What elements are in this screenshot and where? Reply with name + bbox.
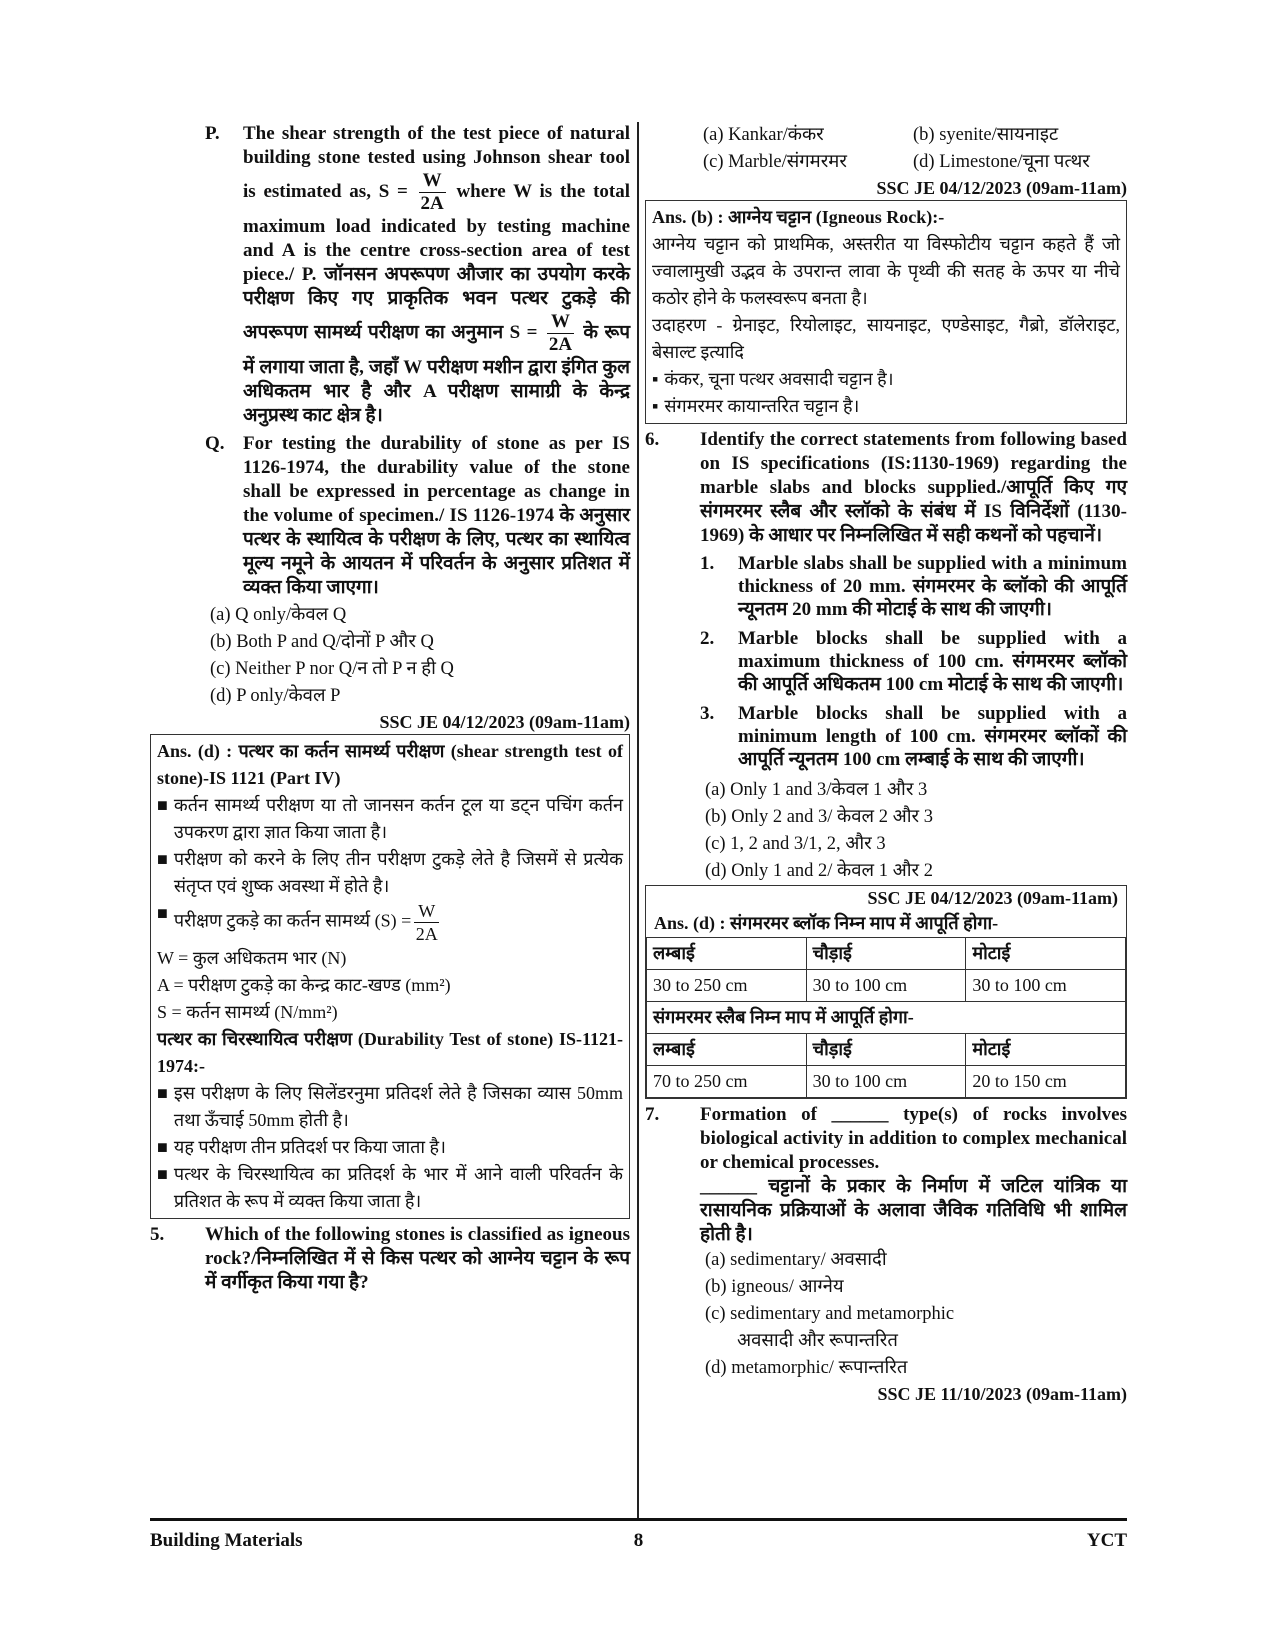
fraction-w-2a-hi: $\frac{W}{2A}$ [548, 311, 573, 355]
question-number: 6. [645, 429, 660, 450]
exam-reference: SSC JE 04/12/2023 (09am-11am) [379, 712, 630, 732]
option-b[interactable]: (b) igneous/ आग्नेय [705, 1277, 844, 1297]
statement-q-label: Q. [205, 433, 225, 454]
right-column [645, 122, 1127, 1406]
statement-p [150, 122, 630, 428]
option-c[interactable]: (c) Neither P nor Q/न तो P न ही Q [210, 659, 454, 679]
answer-box-q6 [645, 885, 1127, 1099]
statement-q [150, 432, 630, 600]
page-number: 8 [633, 1530, 644, 1551]
answer-bullet: ▪ संगमरमर कायान्तरित चट्टान है। [652, 396, 860, 416]
legend-s: S = कर्तन सामर्थ्य (N/mm²) [157, 1002, 338, 1022]
option-c[interactable]: (c) 1, 2 and 3/1, 2, और 3 [705, 834, 886, 854]
statement-2: 2. Marble blocks shall be supplied with a maximum thickness of 100 cm. संगमरमर ब्लॉको की आपूर्ति अधिकतम 100 cm मोटाई के साथ की जाएगी। [700, 628, 1127, 695]
answer-bullet: ■ कर्तन सामर्थ्य परीक्षण या तो जानसन कर्तन टूल या डट्न पचिंग कर्तन उपकरण द्वारा ज्ञात किया जाता है। [157, 795, 623, 842]
statement-3: 3. Marble blocks shall be supplied with a minimum length of 100 cm. संगमरमर ब्लॉकों की आपूर्ति न्यूनतम 100 cm लम्बाई के साथ की जाएगी। [700, 703, 1127, 770]
fraction-w-2a: $\frac{W}{2A}$ [420, 170, 444, 214]
answer-box-q5 [645, 200, 1127, 424]
option-a[interactable]: (a) Kankar/कंकर [703, 125, 824, 145]
column-divider [637, 122, 639, 1520]
option-b[interactable]: (b) syenite/सायनाइट [913, 125, 1059, 145]
answer-examples: उदाहरण - ग्रेनाइट, रियोलाइट, सायनाइट, एण्डेसाइट, गैब्रो, डॉलेराइट, बेसाल्ट इत्यादि [652, 315, 1120, 362]
footer-rule [150, 1518, 1127, 1521]
q7-options [645, 1247, 1127, 1382]
legend-a: A = परीक्षण टुकड़े का केन्द्र काट-खण्ड (mm²) [157, 975, 451, 995]
answer-heading: Ans. (b) : आग्नेय चट्टान (Igneous Rock):- [652, 207, 945, 227]
answer-bullet: ■ परीक्षण को करने के लिए तीन परीक्षण टुकड़े लेते है जिसमें से प्रत्येक संतृप्त एवं शुष्क अवस्था में होते है। [157, 849, 623, 896]
question-6 [645, 428, 1127, 548]
legend-w: W = कुल अधिकतम भार (N) [157, 948, 347, 968]
answer-bullet: ▪ कंकर, चूना पत्थर अवसादी चट्टान है। [652, 369, 894, 389]
answer-heading: Ans. (d) : संगमरमर ब्लॉक निम्न माप में आपूर्ति होगा- [654, 913, 999, 933]
question-number: 5. [150, 1224, 165, 1245]
statement-p-label: P. [205, 123, 220, 144]
question-text: Identify the correct statements from following based on IS specifications (IS:1130-1969) regarding the marble slabs and blocks supplied./आपूर्ति किए गए संगमरमर स्लैब और स्लॉको के संबंध में IS विनिर्देशों (1130-1969) के आधार पर निम्नलिखित में सही कथनों को पहचानें। [700, 429, 1127, 546]
answer-box-q4 [150, 734, 630, 1219]
question-text-en: Formation of ______ type(s) of rocks involves biological activity in addition to complex mechanical or chemical processes. [700, 1104, 1127, 1173]
question-number: 7. [645, 1104, 660, 1125]
option-a[interactable]: (a) Only 1 and 3/केवल 1 और 3 [705, 780, 928, 800]
exam-reference: SSC JE 11/10/2023 (09am-11am) [877, 1384, 1127, 1404]
option-c[interactable]: (c) Marble/संगमरमर [703, 152, 847, 172]
answer-bullet: ■ इस परीक्षण के लिए सिलेंडरनुमा प्रतिदर्श लेते है जिसका व्यास 50mm तथा ऊँचाई 50mm होती है। [157, 1083, 623, 1130]
option-b[interactable]: (b) Both P and Q/दोनों P और Q [210, 632, 434, 652]
statement-p-text-3: सामर्थ्य परीक्षण का अनुमान S = [314, 321, 538, 343]
footer-publisher: YCT [1086, 1530, 1127, 1551]
answer-paragraph: आग्नेय चट्टान को प्राथमिक, अस्तरीत या विस्फोटीय चट्टान कहते हैं जो ज्वालामुखी उद्भव के उपरान्त लावा के पृथ्वी की सतह के ऊपर या नीचे कठोर होने के फलस्वरूप बनता है। [652, 234, 1120, 308]
option-a[interactable]: (a) Q only/केवल Q [210, 605, 347, 625]
question-5 [150, 1223, 630, 1295]
exam-reference: SSC JE 04/12/2023 (09am-11am) [867, 888, 1118, 908]
option-d[interactable]: (d) Limestone/चूना पत्थर [913, 152, 1090, 172]
statement-p-text-4: के रूप में लगाया जाता है, जहाँ W परीक्षण मशीन द्वारा इंगित कुल अधिकतम भार है और A परीक्षण सामाग्री के केन्द्र अनुप्रस्थ काट क्षेत्र है। [243, 321, 631, 426]
exam-reference: SSC JE 04/12/2023 (09am-11am) [876, 178, 1127, 198]
answer-bullet: ■ परीक्षण टुकड़े का कर्तन सामर्थ्य (S) = $\frac{W}{2A}$ [157, 901, 438, 944]
option-a[interactable]: (a) sedimentary/ अवसादी [705, 1250, 887, 1270]
option-d[interactable]: (d) Only 1 and 2/ केवल 1 और 2 [705, 861, 933, 881]
q6-statements [645, 552, 1127, 771]
answer-bullet: ■ पत्थर के चिरस्थायित्व का प्रतिदर्श के भार में आने वाली परिवर्तन के प्रतिशत के रूप में व्यक्त किया जाता है। [157, 1164, 623, 1211]
q4-options [150, 602, 630, 710]
answer-bullet: ■ यह परीक्षण तीन प्रतिदर्श पर किया जाता है। [157, 1137, 446, 1157]
statement-1: 1. Marble slabs shall be supplied with a minimum thickness of 20 mm. संगमरमर के ब्लॉको की आपूर्ति न्यूनतम 20 mm की मोटाई के साथ की जाएगी। [700, 553, 1127, 620]
q5-options [645, 122, 1127, 176]
option-c[interactable]: (c) sedimentary and metamorphic अवसादी और रूपान्तरित [705, 1304, 955, 1351]
block-dimension-table: लम्बाई चौड़ाई मोटाई 30 to 250 cm 30 to 100 cm 30 to 100 cm संगमरमर स्लैब निम्न माप में आपूर्ति होगा- लम्बाई चौड़ाई मोटाई 70 to 250 cm 30 to 100 cm 20 to 150 cm [646, 937, 1126, 1098]
fraction-w-2a-ans: $\frac{W}{2A}$ [415, 901, 438, 944]
question-text: Which of the following stones is classified as igneous rock?/निम्नलिखित में से किस पत्थर को आग्नेय चट्टान के रूप में वर्गीकृत किया गया है? [205, 1224, 630, 1293]
slab-heading: संगमरमर स्लैब निम्न माप में आपूर्ति होगा- [647, 1002, 1126, 1034]
option-b[interactable]: (b) Only 2 and 3/ केवल 2 और 3 [705, 807, 933, 827]
option-d[interactable]: (d) metamorphic/ रूपान्तरित [705, 1358, 908, 1378]
question-text-hi: ______ चट्टानों के प्रकार के निर्माण में जटिल यांत्रिक या रासायनिक प्रक्रियाओं के अलावा जैविक गतिविधि भी शामिल होती है। [700, 1176, 1127, 1245]
question-7 [645, 1103, 1127, 1247]
durability-heading: पत्थर का चिरस्थायित्व परीक्षण (Durability Test of stone) IS-1121-1974:- [157, 1029, 623, 1076]
answer-heading: Ans. (d) : पत्थर का कर्तन सामर्थ्य परीक्षण (shear strength test of stone)-IS 1121 (Part IV) [157, 741, 623, 788]
statement-p-text-2: where W is the total maximum load indicated by testing machine and A is the centre cross-section area of test piece./ P. जॉनसन अपरूपण औजार का उपयोग करके परीक्षण किए गए प्राकृतिक भवन पत्थर टुकड़े की अपरूपण [243, 180, 631, 343]
footer-subject: Building Materials [150, 1530, 303, 1551]
statement-q-text: For testing the durability of stone as per IS 1126-1974, the durability value of the stone shall be expressed in percentage as change in the volume of specimen./ IS 1126-1974 के अनुसार पत्थर के स्थायित्व के परीक्षण के लिए, पत्थर का स्थायित्व मूल्य नमूने के आयतन में परिवर्तन के अनुसार प्रतिशत में व्यक्त किया जाएगा। [243, 433, 630, 598]
statement-p-text-1: The shear strength of the test piece of natural building stone tested using Johnson shear tool is estimated as, S = [243, 123, 630, 202]
left-column [150, 122, 630, 1295]
option-d[interactable]: (d) P only/केवल P [210, 686, 341, 706]
q6-options [645, 777, 1127, 885]
